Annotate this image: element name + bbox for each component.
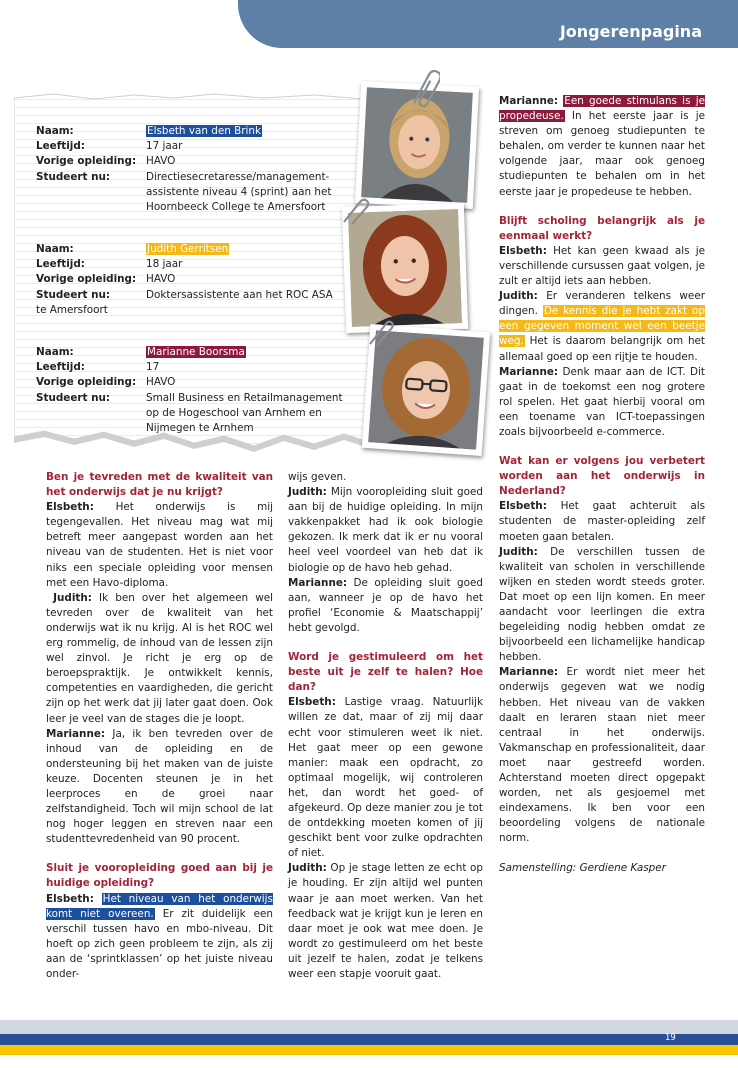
- prev-education-label: Vorige opleiding:: [36, 155, 137, 168]
- answer-text: Er zit duidelijk een verschil tussen havo en mbo-niveau. Dit hoeft op zich geen probleem te zijn, als zij aan de ‘sprintklassen’ op het juiste niveau onder-: [46, 907, 273, 980]
- speaker-name: Judith:: [53, 591, 92, 604]
- study-label: Studeert nu:: [36, 288, 111, 301]
- age-label: Leeftijd:: [36, 140, 85, 153]
- speaker-name: Marianne:: [499, 95, 559, 107]
- highlighted-quote: Een goede stimulans is je propedeuse.: [499, 95, 705, 123]
- profile-marianne: [36, 345, 343, 436]
- answer-paragraph: [499, 289, 705, 364]
- answer-paragraph: [46, 727, 273, 848]
- answer-text: Er wordt niet meer het onderwijs gegeven wat we nodig hebben. Het niveau van de vakken daalt en leraren staan niet meer centraal in het onderwijs. Vakmanschap en professionaliteit, daar moet naar gestreefd worden. Achterstand moeten direct opgepakt worden, net als gesjoemel met eindexamens. Ik ben voor een beoordeling volgens de nationale norm.: [499, 666, 705, 845]
- profile-study-line: Directiesecretaresse/management-: [146, 170, 330, 183]
- answer-text: De opleiding sluit goed aan, wanneer je op de havo het profiel ‘Economie & Maatschappij’ hebt gevolgd.: [288, 576, 483, 634]
- question-heading: Wat kan er volgens jou verbetert worden aan het onderwijs in Nederland?: [499, 455, 705, 498]
- profile-name: Elsbeth van den Brink: [147, 125, 261, 137]
- speaker-name: Marianne:: [46, 727, 106, 740]
- paperclip-icon: [414, 66, 440, 112]
- profile-age: 17 jaar: [146, 140, 183, 153]
- author-credit: Samenstelling: Gerdiene Kasper: [499, 861, 666, 874]
- highlighted-quote: Het niveau van het onderwijs komt niet overeen.: [46, 892, 273, 920]
- answer-text: Het kan geen kwaad als je verschillende cursussen gaat volgen, je zult er altijd iets aan hebben.: [499, 244, 705, 288]
- answer-paragraph: [46, 500, 273, 591]
- answer-paragraph: [499, 499, 705, 544]
- speaker-name: Marianne:: [499, 365, 559, 378]
- paperclip-icon: [364, 316, 394, 346]
- answer-paragraph: [499, 665, 705, 846]
- profile-prev-education: HAVO: [146, 273, 176, 286]
- speaker-name: Judith:: [499, 545, 538, 558]
- profile-age: 17: [146, 361, 160, 374]
- answer-text: Er veranderen telkens weer dingen.: [499, 290, 705, 318]
- answer-paragraph: [46, 591, 273, 727]
- speaker-name: Marianne:: [288, 576, 348, 589]
- footer-yellow-band: [0, 1045, 738, 1055]
- page-section-title: Jongerenpagina: [559, 22, 702, 41]
- answer-text: Ik ben over het algemeen wel tevreden over de kwaliteit van het onderwijs wat ik nu krijg. Al is het ROC wel erg rommelig, de inhoud van de lessen zijn wel zinvol. Je richt je erg op de beroepspraktijk. Je ontwikkelt kennis, competenties en vaardigheden, die gericht zijn op het werk dat jij later gaat doen. Ook leer je veel van de stages die je loopt.: [46, 591, 274, 725]
- name-label: Naam:: [36, 125, 74, 137]
- footer-blue-band: [0, 1034, 738, 1045]
- answer-text: Denk maar aan de ICT. Dit gaat in de toekomst een nog grotere rol spelen. Het gaat hierbij vooral om een toename van ICT-toepassingen zoals bijvoorbeeld e-commerce.: [499, 365, 705, 438]
- profile-prev-education: HAVO: [146, 155, 176, 168]
- answer-text: Het gaat achteruit als studenten de master-opleiding zelf moeten gaan betalen.: [499, 500, 705, 543]
- profile-prev-education: HAVO: [146, 376, 176, 389]
- header-band: [238, 0, 738, 48]
- answer-paragraph: [288, 576, 483, 636]
- profile-age: 18 jaar: [146, 258, 183, 271]
- profile-study-extra: te Amersfoort: [36, 303, 108, 316]
- answer-continuation: wijs geven.: [288, 471, 347, 483]
- answer-text: Mijn vooropleiding sluit goed aan bij de huidige opleiding. In mijn vakkenpakket had ik ook biologie gekozen. Ik merk dat ik er nu vooral heel veel voordeel van heb dat ik biologie op de havo heb gehad.: [288, 486, 483, 574]
- profile-study-line: Small Business en Retailmanagement: [146, 391, 343, 404]
- profile-name: Marianne Boorsma: [147, 346, 245, 358]
- answer-text: In het eerste jaar is je streven om genoeg studiepunten te behalen, om verder te kunnen naar het volgende jaar, maar ook genoeg studiepunten te behalen om in het eerste jaar je propedeuse te hebben.: [499, 110, 705, 198]
- profile-elsbeth: [36, 124, 336, 215]
- age-label: Leeftijd:: [36, 361, 85, 374]
- answer-paragraph: [288, 695, 483, 861]
- name-label: Naam:: [36, 243, 74, 255]
- age-label: Leeftijd:: [36, 258, 85, 271]
- answer-text: Op je stage letten ze echt op je houding. Er zijn altijd wel punten waar je aan moet werken. Van het feedback wat je krijgt kun je leren en daar moet je ook wat mee doen. Je wordt zo gestimuleerd om het beste uit jezelf te halen, zodat je telkens weer een stapje vooruit gaat.: [288, 862, 483, 980]
- answer-paragraph: [499, 365, 705, 440]
- page-number: 19: [665, 1033, 676, 1043]
- answer-paragraph: [288, 861, 483, 982]
- prev-education-label: Vorige opleiding:: [36, 376, 137, 389]
- profile-name: Judith Gerritsen: [147, 243, 229, 255]
- answer-paragraph: [499, 545, 705, 666]
- speaker-name: Elsbeth:: [46, 892, 94, 905]
- question-heading: Ben je tevreden met de kwaliteit van het onderwijs dat je nu krijgt?: [46, 471, 273, 499]
- profile-study-line: op de Hogeschool van Arnhem en: [146, 406, 322, 419]
- profile-study-line: assistente niveau 4 (sprint) aan het: [146, 185, 332, 198]
- answer-paragraph: [499, 244, 705, 289]
- speaker-name: Elsbeth:: [288, 696, 336, 709]
- article-column-2: [288, 470, 483, 982]
- portrait-judith: [348, 209, 462, 327]
- answer-paragraph: [499, 94, 705, 200]
- highlighted-quote: De kennis die je hebt zakt op een gegeven moment wel een beetje weg.: [499, 305, 706, 348]
- prev-education-label: Vorige opleiding:: [36, 273, 137, 286]
- question-heading: Sluit je vooropleiding goed aan bij je huidige opleiding?: [46, 862, 273, 890]
- article-column-3: [499, 94, 705, 876]
- question-heading: Word je gestimuleerd om het beste uit je zelf te halen? Hoe dan?: [288, 651, 483, 694]
- question-heading: Blijft scholing belangrijk als je eenmaal werkt?: [499, 214, 705, 242]
- article-column-1: [46, 470, 273, 982]
- answer-paragraph: [46, 892, 273, 983]
- speaker-name: Marianne:: [499, 666, 559, 679]
- study-label: Studeert nu:: [36, 170, 111, 183]
- speaker-name: Judith:: [499, 290, 538, 303]
- speaker-name: Elsbeth:: [499, 244, 547, 257]
- answer-text: Ja, ik ben tevreden over de inhoud van de opleiding en de ondersteuning bij het maken van de juiste keuze. Docenten steunen je in het leerproces en de groei naar zelfstandigheid. Toch wil mijn school de lat nog hoger leggen en streven naar een studenttevredenheid van 90 procent.: [46, 727, 273, 846]
- speaker-name: Judith:: [288, 486, 327, 499]
- portrait-marianne: [368, 330, 484, 449]
- answer-text: Lastige vraag. Natuurlijk willen ze dat, maar of zij mij daar echt voor stimuleren weet ik niet. Het gaat meer op een gewone manier: maak een opdracht, zo optimaal mogelijk, wij controleren het, dan wordt het goed- of afgekeurd. Op deze manier zou je tot de ontdekking moeten komen of jij geschikt bent voor zulke opdrachten of niet.: [288, 696, 483, 860]
- answer-text: Het onderwijs is mij tegengevallen. Het niveau mag wat mij betreft meer aangepast worden aan het niveau van de studenten. Het is niet voor niks een speciale opleiding voor mensen met een Havo-diploma.: [46, 501, 273, 589]
- profile-judith: [36, 242, 336, 318]
- speaker-name: Elsbeth:: [46, 501, 94, 514]
- answer-paragraph: [288, 485, 483, 576]
- study-label: Studeert nu:: [36, 391, 111, 404]
- paperclip-icon: [340, 196, 370, 226]
- speaker-name: Judith:: [288, 862, 327, 875]
- name-label: Naam:: [36, 346, 74, 358]
- speaker-name: Elsbeth:: [499, 500, 547, 513]
- profile-study-line: Doktersassistente aan het ROC ASA: [146, 288, 333, 301]
- answer-text: Het is daarom belangrijk om het allemaal goed op een rijtje te houden.: [499, 335, 705, 363]
- profile-study-line: Nijmegen te Arnhem: [146, 421, 254, 434]
- answer-text: De verschillen tussen de kwaliteit van scholen in verschillende wijken en steden wordt steeds groter. Dat moet op een lijn komen. En meer aandacht voor leerlingen die extra begeleiding nodig hebben omdat ze bijvoorbeeld een lichamelijke handicap hebben.: [499, 545, 705, 664]
- footer-grey-band: [0, 1020, 738, 1034]
- profile-study-line: Hoornbeeck College te Amersfoort: [146, 200, 326, 213]
